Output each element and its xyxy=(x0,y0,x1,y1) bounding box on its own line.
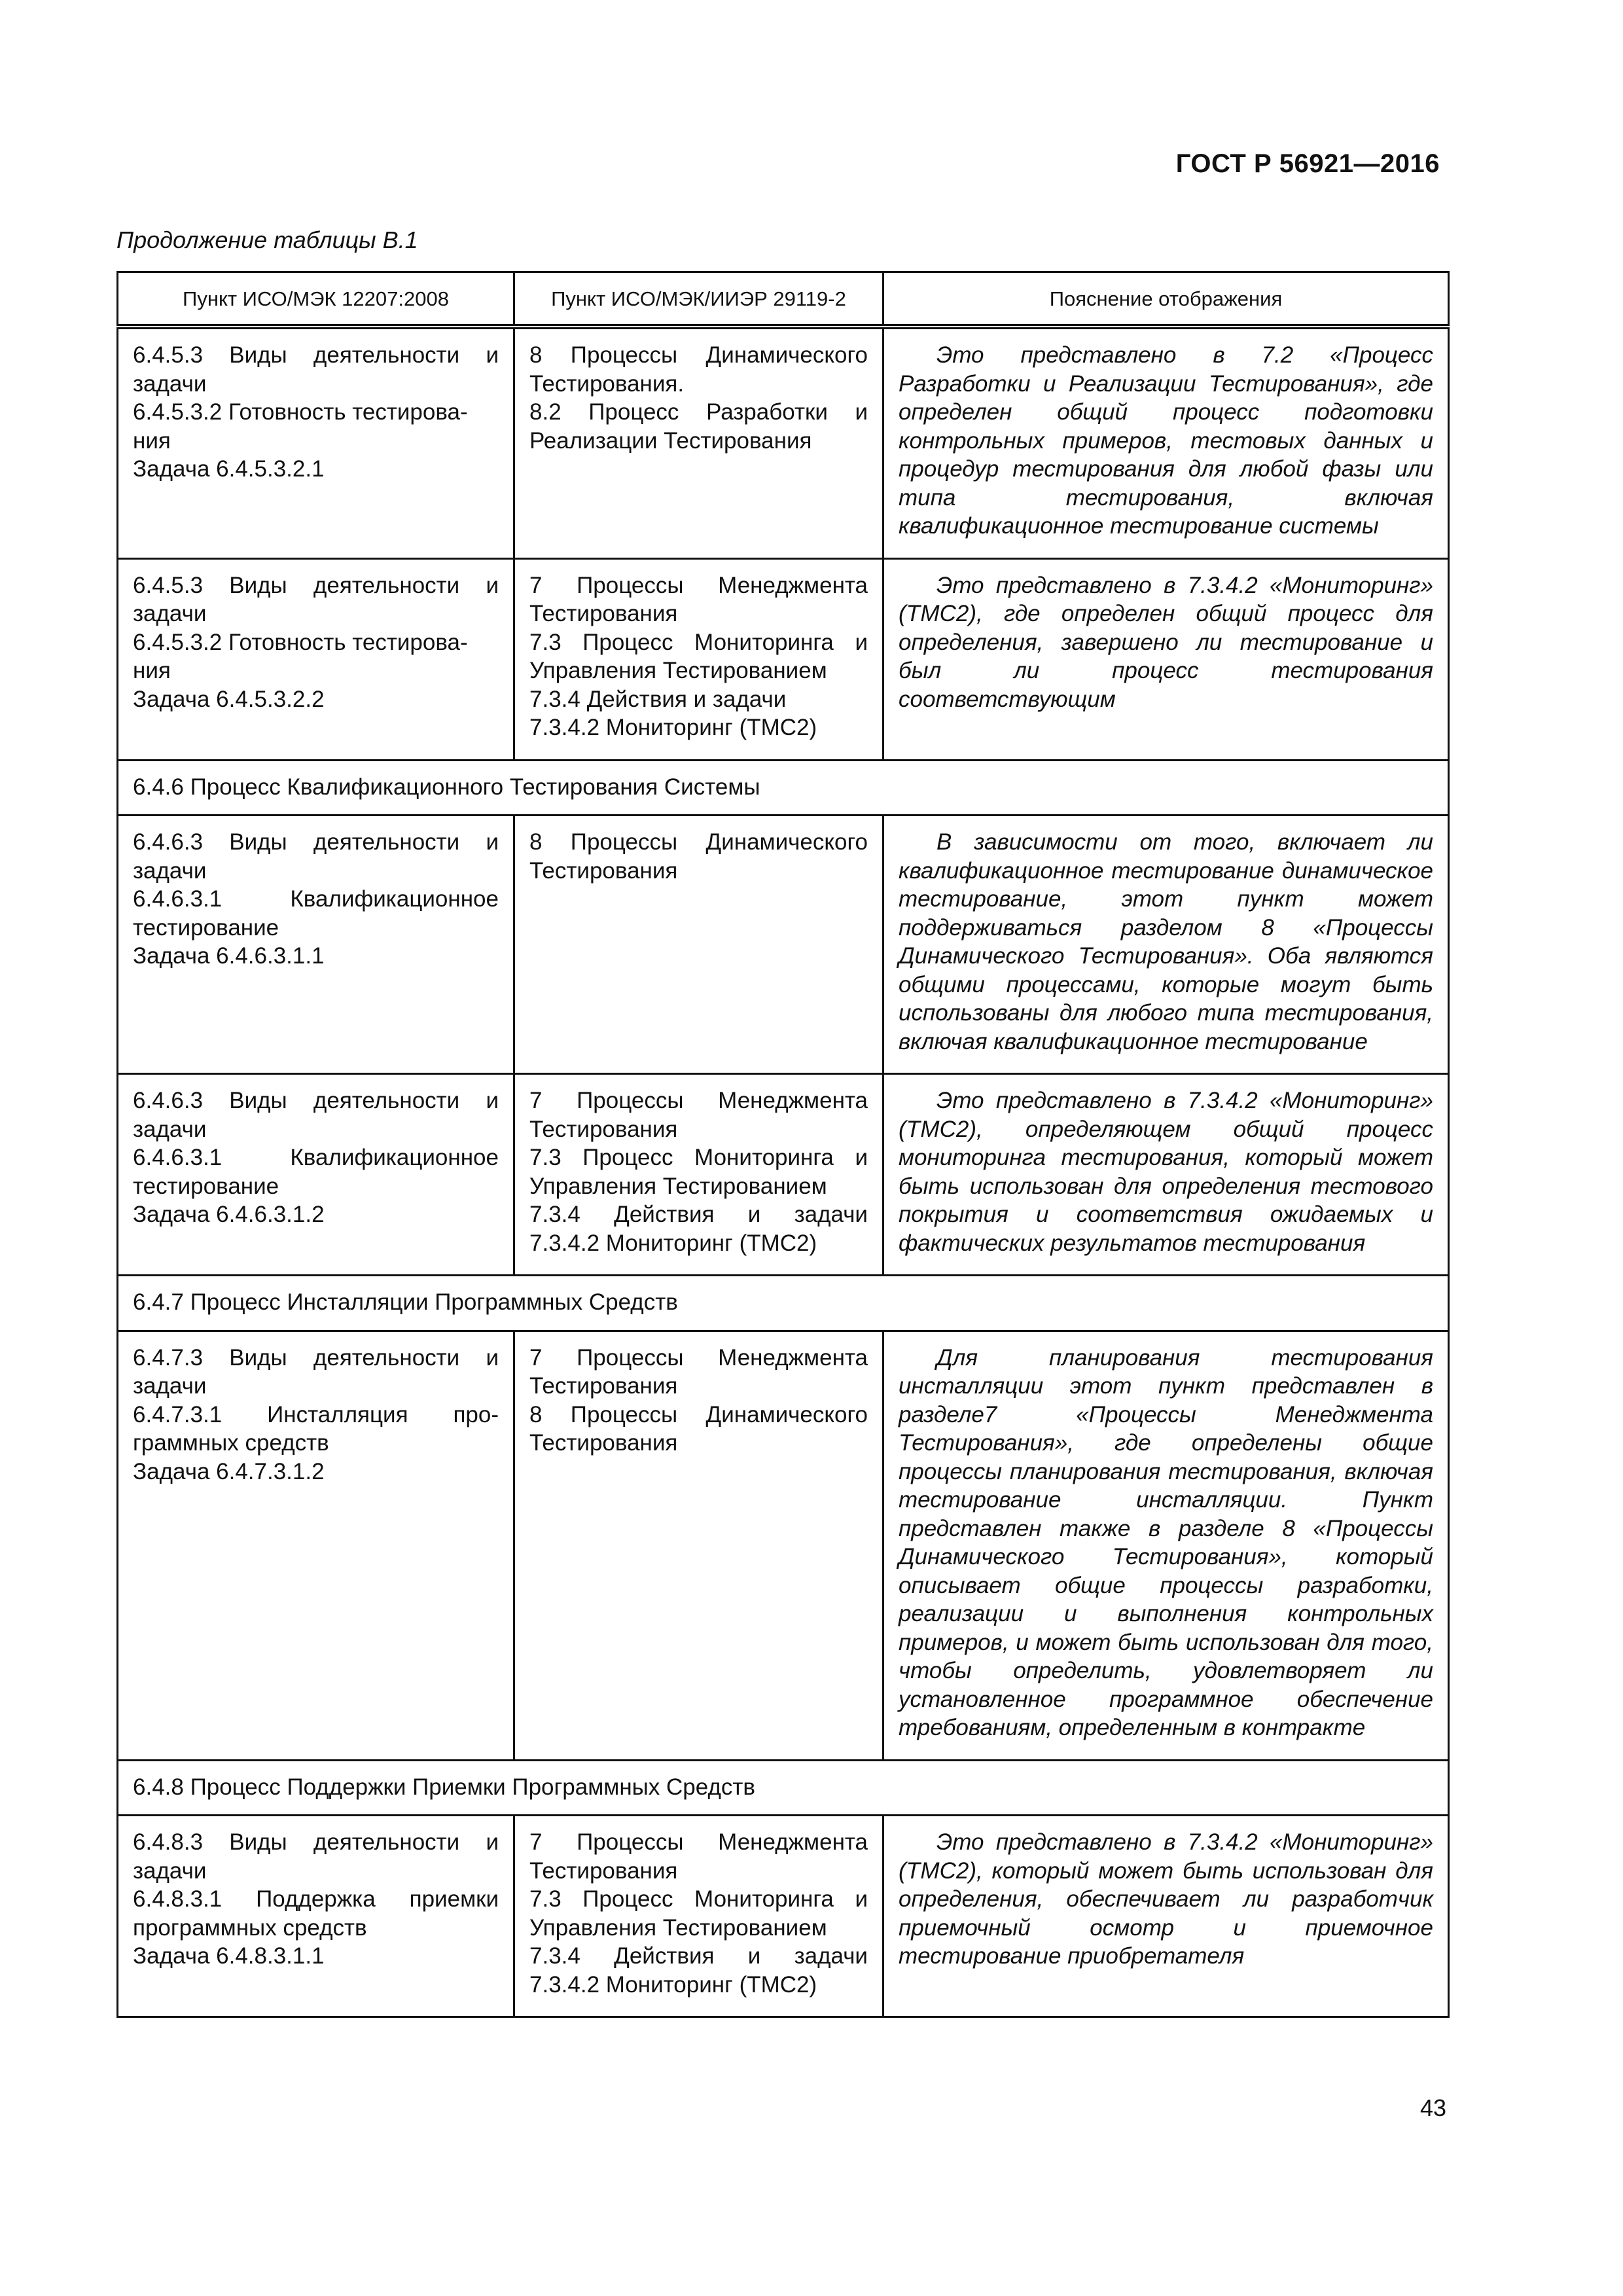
clause-line: 7.3.4 Действия и задачи xyxy=(529,1943,868,1969)
column-header-iso12207: Пункт ИСО/МЭК 12207:2008 xyxy=(118,272,514,327)
clause-line: задачи xyxy=(133,601,207,626)
clause-line: 8 Процессы Динамического xyxy=(529,1401,868,1427)
clause-line: 6.4.5.3 Виды деятельности и xyxy=(133,342,499,368)
explanation-text: Это представлено в 7.3.4.2 «Мониторинг» (ТМС2), где определен общий процесс для определения, завершено ли тестирование и был ли процесс тестирования соответствующим xyxy=(899,572,1433,712)
section-title: 6.4.8 Процесс Поддержки Приемки Программных Средств xyxy=(118,1760,1449,1816)
table-row xyxy=(118,327,1449,558)
clause-line: Управления Тестированием xyxy=(529,1914,827,1941)
clause-line: задачи xyxy=(133,857,207,884)
clause-line: 7.3 Процесс Мониторинга и xyxy=(529,1145,868,1170)
table-row xyxy=(118,1816,1449,2017)
clause-line: 7.3 Процесс Мониторинга и xyxy=(529,1886,868,1912)
clause-line: Управления Тестированием xyxy=(529,1173,827,1199)
clause-line: Тестирования xyxy=(529,1430,678,1456)
explanation-cell xyxy=(883,1074,1449,1276)
table-row xyxy=(118,1074,1449,1276)
clause-line: Задача 6.4.6.3.1.2 xyxy=(133,1202,325,1227)
clause-line: 7.3.4 Действия и задачи xyxy=(529,686,787,712)
clause-line: Тестирования xyxy=(529,857,678,884)
table-caption: Продолжение таблицы В.1 xyxy=(116,226,418,253)
iso29119-clause-cell xyxy=(514,558,883,760)
clause-line: 8.2 Процесс Разработки и xyxy=(529,399,868,425)
clause-line: тестирование xyxy=(133,914,279,941)
clause-line: Реализации Тестирования xyxy=(529,427,812,454)
explanation-text: Это представлено в 7.3.4.2 «Мониторинг» (ТМС2), который может быть использован для определения, обеспечивает ли разработчик приемочный осмотр и приемочное тестирование приобретателя xyxy=(899,1829,1433,1969)
clause-line: Тестирования. xyxy=(529,370,685,397)
clause-line: ния xyxy=(133,427,171,454)
clause-line: Задача 6.4.5.3.2.2 xyxy=(133,686,325,712)
clause-line: 6.4.7.3 Виды деятельности и xyxy=(133,1344,499,1371)
clause-line: задачи xyxy=(133,1116,207,1142)
iso12207-clause-cell xyxy=(118,558,514,760)
explanation-cell xyxy=(883,816,1449,1074)
column-header-explanation: Пояснение отображения xyxy=(883,272,1449,327)
iso12207-clause-cell xyxy=(118,327,514,558)
mapping-table xyxy=(116,271,1450,2018)
iso29119-clause-cell xyxy=(514,816,883,1074)
explanation-cell xyxy=(883,1331,1449,1760)
clause-line: программных средств xyxy=(133,1914,367,1941)
clause-line: 7.3 Процесс Мониторинга и xyxy=(529,629,868,655)
iso29119-clause-cell xyxy=(514,327,883,558)
iso12207-clause-cell xyxy=(118,816,514,1074)
clause-line: Задача 6.4.8.3.1.1 xyxy=(133,1943,325,1969)
clause-line: 8 Процессы Динамического xyxy=(529,829,868,855)
clause-line: задачи xyxy=(133,1373,207,1399)
clause-line: 6.4.8.3 Виды деятельности и xyxy=(133,1829,499,1855)
iso12207-clause-cell xyxy=(118,1074,514,1276)
section-row xyxy=(118,1276,1449,1331)
clause-line: 7 Процессы Менеджмента xyxy=(529,1829,868,1855)
clause-line: 7.3.4 Действия и задачи xyxy=(529,1202,868,1227)
clause-line: задачи xyxy=(133,1857,207,1884)
clause-line: 6.4.5.3.2 Готовность тестирова- xyxy=(133,629,468,655)
clause-line: задачи xyxy=(133,370,207,397)
clause-line: 7 Процессы Менеджмента xyxy=(529,1088,868,1113)
clause-line: 8 Процессы Динамического xyxy=(529,342,868,368)
clause-line: Тестирования xyxy=(529,1373,678,1399)
clause-line: Тестирования xyxy=(529,601,678,626)
clause-line: 6.4.7.3.1 Инсталляция про- xyxy=(133,1401,499,1427)
clause-line: 7 Процессы Менеджмента xyxy=(529,1344,868,1371)
clause-line: 6.4.8.3.1 Поддержка приемки xyxy=(133,1886,499,1912)
explanation-text: Это представлено в 7.2 «Процесс Разработки и Реализации Тестирования», где определен общий процесс подготовки контрольных примеров, тестовых данных и процедур тестирования для любой фазы или типа тестирования, включая квалификационное тестирование системы xyxy=(899,342,1433,539)
section-row xyxy=(118,1760,1449,1816)
iso12207-clause-cell xyxy=(118,1816,514,2017)
explanation-text: Для планирования тестирования инсталляции этот пункт представлен в разделе7 «Процессы Менеджмента Тестирования», где определены общие процессы планирования тестирования, включая тестирование инсталляции. Пункт представлен также в разделе 8 «Процессы Динамического Тестирования», который описывает общие процессы разработки, реализации и выполнения контрольных примеров, и может быть использован для того, чтобы определить, удовлетворяет ли установленное программное обеспечение требованиям, определенным в контракте xyxy=(899,1344,1433,1740)
clause-line: 7.3.4.2 Мониторинг (ТМС2) xyxy=(529,1230,817,1256)
clause-line: Управления Тестированием xyxy=(529,658,827,683)
clause-line: 6.4.6.3 Виды деятельности и xyxy=(133,829,499,855)
table-row xyxy=(118,1331,1449,1760)
explanation-cell xyxy=(883,558,1449,760)
clause-line: тестирование xyxy=(133,1173,279,1199)
table-row xyxy=(118,558,1449,760)
clause-line: граммных средств xyxy=(133,1430,329,1456)
clause-line: 6.4.6.3.1 Квалификационное xyxy=(133,886,499,912)
clause-line: Задача 6.4.5.3.2.1 xyxy=(133,456,325,482)
section-title: 6.4.7 Процесс Инсталляции Программных Средств xyxy=(118,1276,1449,1331)
clause-line: Тестирования xyxy=(529,1116,678,1142)
section-row xyxy=(118,760,1449,816)
clause-line: Задача 6.4.7.3.1.2 xyxy=(133,1458,325,1484)
column-header-iso29119: Пункт ИСО/МЭК/ИИЭР 29119-2 xyxy=(514,272,883,327)
clause-line: ния xyxy=(133,658,171,683)
iso29119-clause-cell xyxy=(514,1816,883,2017)
table-row xyxy=(118,816,1449,1074)
clause-line: Задача 6.4.6.3.1.1 xyxy=(133,943,325,969)
explanation-text: Это представлено в 7.3.4.2 «Мониторинг» (ТМС2), определяющем общий процесс мониторинга тестирования, который может быть использован для определения тестового покрытия и соответствия ожидаемых и фактических результатов тестирования xyxy=(899,1088,1433,1256)
document-code: ГОСТ Р 56921—2016 xyxy=(1175,149,1440,178)
iso29119-clause-cell xyxy=(514,1331,883,1760)
explanation-cell xyxy=(883,1816,1449,2017)
clause-line: 7 Процессы Менеджмента xyxy=(529,572,868,598)
clause-line: 7.3.4.2 Мониторинг (ТМС2) xyxy=(529,715,817,740)
explanation-text: В зависимости от того, включает ли квалификационное тестирование динамическое тестирование, этот пункт может поддерживаться разделом 8 «Процессы Динамического Тестирования». Оба являются общими процессами, которые могут быть использованы для любого типа тестирования, включая квалификационное тестирование xyxy=(899,829,1433,1054)
iso12207-clause-cell xyxy=(118,1331,514,1760)
clause-line: 6.4.6.3 Виды деятельности и xyxy=(133,1088,499,1113)
clause-line: 6.4.6.3.1 Квалификационное xyxy=(133,1145,499,1170)
clause-line: 7.3.4.2 Мониторинг (ТМС2) xyxy=(529,1971,817,1998)
clause-line: 6.4.5.3.2 Готовность тестирова- xyxy=(133,399,468,425)
page-number: 43 xyxy=(1419,2094,1446,2121)
table-header-row xyxy=(118,272,1449,327)
section-title: 6.4.6 Процесс Квалификационного Тестирования Системы xyxy=(118,760,1449,816)
clause-line: 6.4.5.3 Виды деятельности и xyxy=(133,572,499,598)
clause-line: Тестирования xyxy=(529,1857,678,1884)
iso29119-clause-cell xyxy=(514,1074,883,1276)
explanation-cell xyxy=(883,327,1449,558)
